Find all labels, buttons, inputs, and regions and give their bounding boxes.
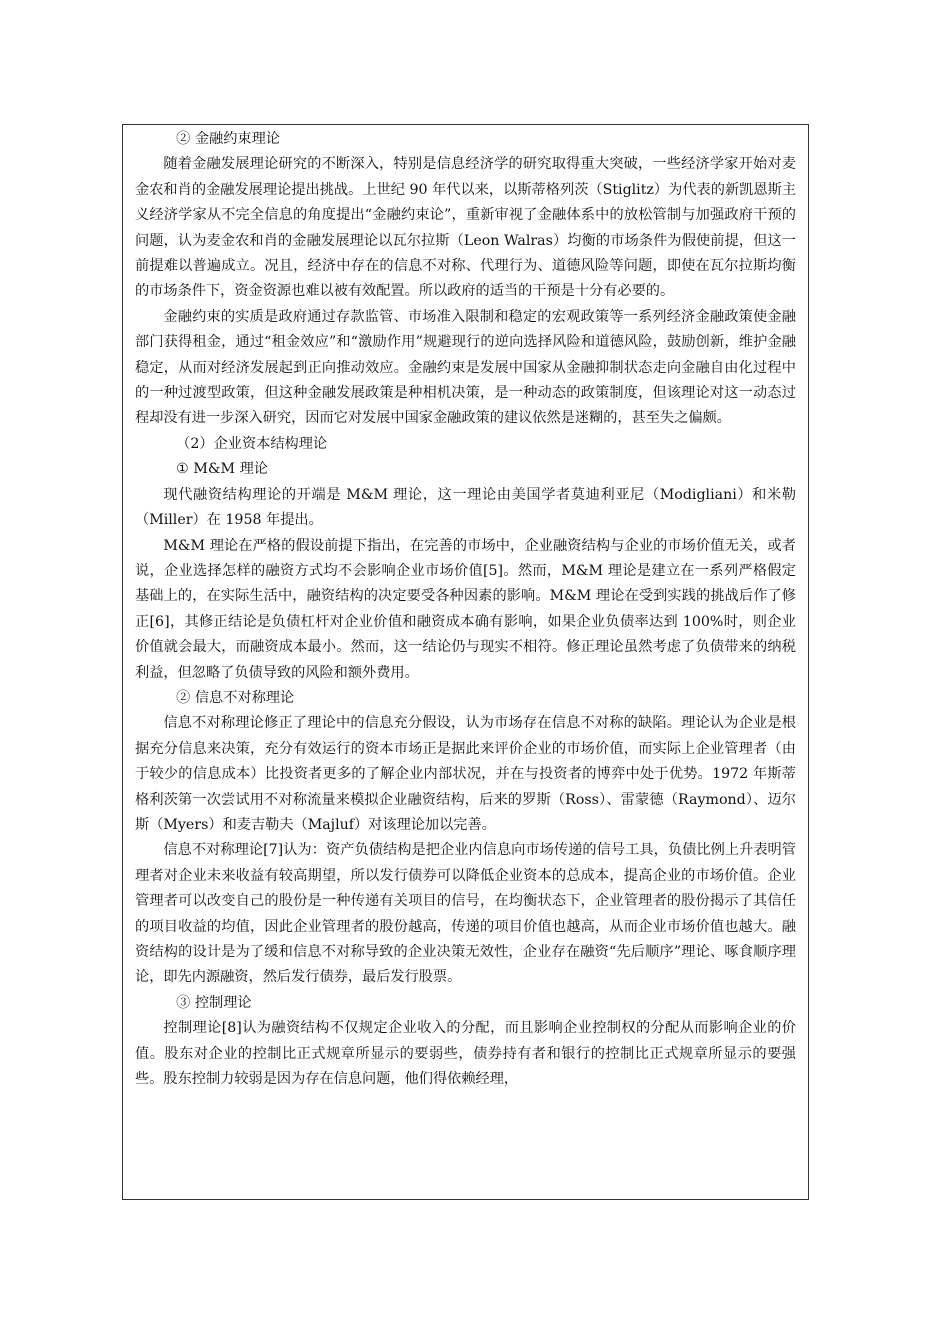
paragraph-mm-origin: 现代融资结构理论的开端是 M&M 理论，这一理论由美国学者莫迪利亚尼（Modigliani）和米勒（Miller）在 1958 年提出。 <box>135 486 796 529</box>
paragraph-financial-restraint-intro: 随着金融发展理论研究的不断深入，特别是信息经济学的研究取得重大突破，一些经济学家开始对麦金农和肖的金融发展理论提出挑战。上世纪 90 年代以来，以斯蒂格列茨（Stiglitz）为代表的新凯恩斯主义经济学家从不完全信息的角度提出“金融约束论”，重新审视了金融体系中的放松管制与加强政府干预的问题，认为麦金农和肖的金融发展理论以瓦尔拉斯（Leon Walras）均衡的市场条件为假使前提，但这一前提难以普遍成立。况且，经济中存在的信息不对称、代理行为、道德风险等问题，即使在瓦尔拉斯均衡的市场条件下，资金资源也难以被有效配置。所以政府的适当的干预是十分有必要的。 <box>135 156 796 300</box>
document-body <box>123 125 808 1092</box>
document-frame <box>122 124 809 1200</box>
paragraph-asymmetric-info-intro: 信息不对称理论修正了理论中的信息充分假设，认为市场存在信息不对称的缺陷。理论认为企业是根据充分信息来决策，充分有效运行的资本市场正是据此来评价企业的市场价值，而实际上企业管理者（由于较少的信息成本）比投资者更多的了解企业内部状况，并在与投资者的博弈中处于优势。1972 年斯蒂格利茨第一次尝试用不对称流量来模拟企业融资结构，后来的罗斯（Ross）、雷蒙德（Raymond）、迈尔斯（Myers）和麦吉勒夫（Majluf）对该理论加以完善。 <box>135 715 796 833</box>
section-heading-asymmetric-info: ② 信息不对称理论 <box>176 689 295 706</box>
section-heading-control-theory: ③ 控制理论 <box>176 994 252 1011</box>
section-heading-financial-restraint: ② 金融约束理论 <box>176 131 280 147</box>
paragraph-asymmetric-info-signal: 信息不对称理论[7]认为：资产负债结构是把企业内信息向市场传递的信号工具，负债比例上升表明管理者对企业未来收益有较高期望，所以发行债券可以降低企业资本的总成本，提高企业的市场价值。企业管理者可以改变自己的股份是一种传递有关项目的信号，在均衡状态下，企业管理者的股份揭示了其信任的项目收益的均值，因此企业管理者的股份越高，传递的项目价值也越高，从而企业市场价值也越大。融资结构的设计是为了缓和信息不对称导致的企业决策无效性，企业存在融资“先后顺序”理论、啄食顺序理论，即先内源融资，然后发行债券，最后发行股票。 <box>135 842 796 986</box>
paragraph-financial-restraint-essence: 金融约束的实质是政府通过存款监管、市场准入限制和稳定的宏观政策等一系列经济金融政策使金融部门获得租金，通过“租金效应”和“激励作用”规避现行的逆向选择风险和道德风险，鼓励创新，维护金融稳定，从而对经济发展起到正向推动效应。金融约束是发展中国家从金融抑制状态走向金融自由化过程中的一种过渡型政策，但这种金融发展政策是种相机决策，是一种动态的政策制度，但该理论对这一动态过程却没有进一步深入研究，因而它对发展中国家金融政策的建议依然是迷糊的，甚至失之偏颇。 <box>135 308 796 427</box>
paragraph-mm-details: M&M 理论在严格的假设前提下指出，在完善的市场中，企业融资结构与企业的市场价值无关，或者说，企业选择怎样的融资方式均不会影响企业市场价值[5]。然而，M&M 理论是建立在一系列严格假定基础上的，在实际生活中，融资结构的决定要受各种因素的影响。M&M 理论在受到实践的挑战后作了修正[6]，其修正结论是负债杠杆对企业价值和融资成本确有影响，如果企业负债率达到 100%时，则企业价值就会最大，而融资成本最小。然而，这一结论仍与现实不相符。修正理论虽然考虑了负债带来的纳税利益，但忽略了负债导致的风险和额外费用。 <box>135 537 796 681</box>
subsection-heading-capital-structure: （2）企业资本结构理论 <box>176 435 328 452</box>
section-heading-mm-theory: ① M&M 理论 <box>176 461 268 478</box>
paragraph-control-theory: 控制理论[8]认为融资结构不仅规定企业收入的分配，而且影响企业控制权的分配从而影响企业的价值。股东对企业的控制比正式规章所显示的要弱些，债券持有者和银行的控制比正式规章所显示的要强些。股东控制力较弱是因为存在信息问题，他们得依赖经理， <box>135 1020 796 1088</box>
